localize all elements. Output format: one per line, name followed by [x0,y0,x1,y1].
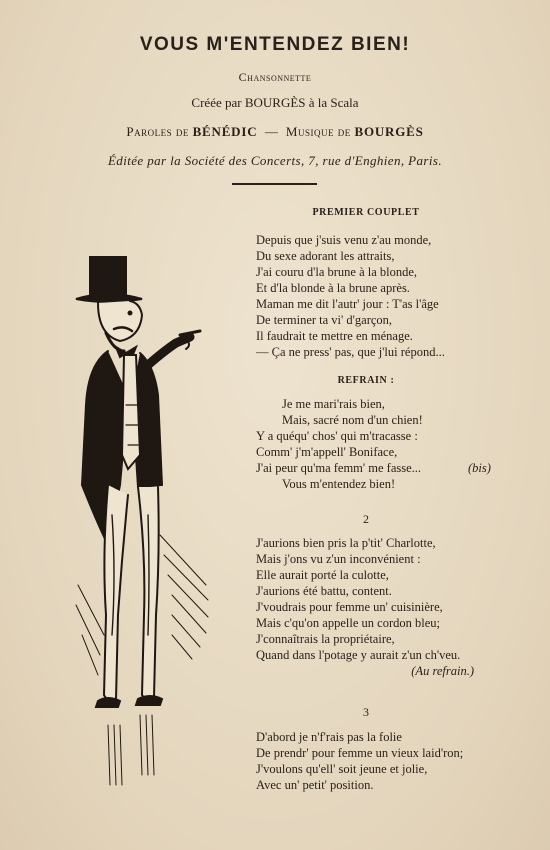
refrain-line: Je me mari'rais bien, [282,397,385,411]
refrain-heading-wrap [256,375,546,386]
verse-line: J'aurions bien pris la p'tit' Charlotte, [256,536,436,550]
title-divider [232,183,317,185]
refrain [256,396,546,492]
refrain-line: Vous m'entendez bien! [282,477,396,491]
verse-line: Du sexe adorant les attraits, [256,249,395,263]
refrain-line: Y a quéqu' chos' qui m'tracasse : [256,429,418,443]
au-refrain-note: (Au refrain.) [411,664,474,678]
credits-separator: — [264,124,279,139]
verse-line: J'voudrais pour femme un' cuisinière, [256,600,443,614]
refrain-line: Mais, sacré nom d'un chien! [282,413,423,427]
verse-line: Maman me dit l'autr' jour : T'as l'âge [256,297,439,311]
verse-line: De terminer ta vi' d'garçon, [256,313,393,327]
couplet-1 [256,207,546,218]
created-by-line: Créée par BOURGÈS à la Scala [191,95,359,110]
composer-name: BOURGÈS [354,124,424,139]
couplet-3-number-wrap [256,705,546,720]
couplet-1-lines [256,232,546,360]
lyricist-name: BÉNÉDIC [192,124,258,139]
lyrics-label: Paroles de [126,124,189,139]
verse-line: Il faudrait te mettre en ménage. [256,329,413,343]
verse-line: Elle aurait porté la culotte, [256,568,389,582]
refrain-line: Comm' j'm'appell' Boniface, [256,445,398,459]
bis-marker: (bis) [468,461,491,475]
verse-line: De prendr' pour femme un vieux laid'ron; [256,746,464,760]
verse-line: Et d'la blonde à la brune après. [256,281,410,295]
couplet-1-heading: PREMIER COUPLET [312,207,420,218]
verse-line: Depuis que j'suis venu z'au monde, [256,233,432,247]
verse-line: J'ai couru d'la brune à la blonde, [256,265,418,279]
couplet-2 [256,535,546,679]
music-label: Musique de [285,124,351,139]
verse-line: Avec un' petit' position. [256,778,374,792]
verse-line: J'voulons qu'ell' soit jeune et jolie, [256,762,428,776]
verse-line: — Ça ne press' pas, que j'lui répond... [256,345,445,359]
gentleman-illustration [68,255,218,795]
refrain-heading: REFRAIN : [337,375,395,386]
verse-line: Mais c'qu'on appelle un cordon bleu; [256,616,440,630]
credits-line [0,124,550,140]
refrain-line: J'ai peur qu'ma femm' me fasse... [256,461,422,475]
publisher-line: Éditée par la Société des Concerts, 7, rue d'Enghien, Paris. [107,153,443,168]
verse-line: D'abord je n'f'rais pas la folie [256,730,402,744]
refrain-line-bis [256,460,546,476]
verse-line: J'aurions été battu, content. [256,584,392,598]
verse-line: Quand dans l'potage y aurait z'un ch'veu. [256,648,461,662]
verse-line: J'connaîtrais la propriétaire, [256,632,395,646]
song-title: VOUS M'ENTENDEZ BIEN! [139,34,411,55]
couplet-3-number: 3 [363,705,369,719]
couplet-2-number: 2 [363,512,369,526]
song-subtitle: Chansonnette [238,70,312,84]
couplet-3 [256,729,546,793]
couplet-2-number-wrap [256,512,546,527]
verse-line: Mais j'ons vu z'un inconvénient : [256,552,421,566]
